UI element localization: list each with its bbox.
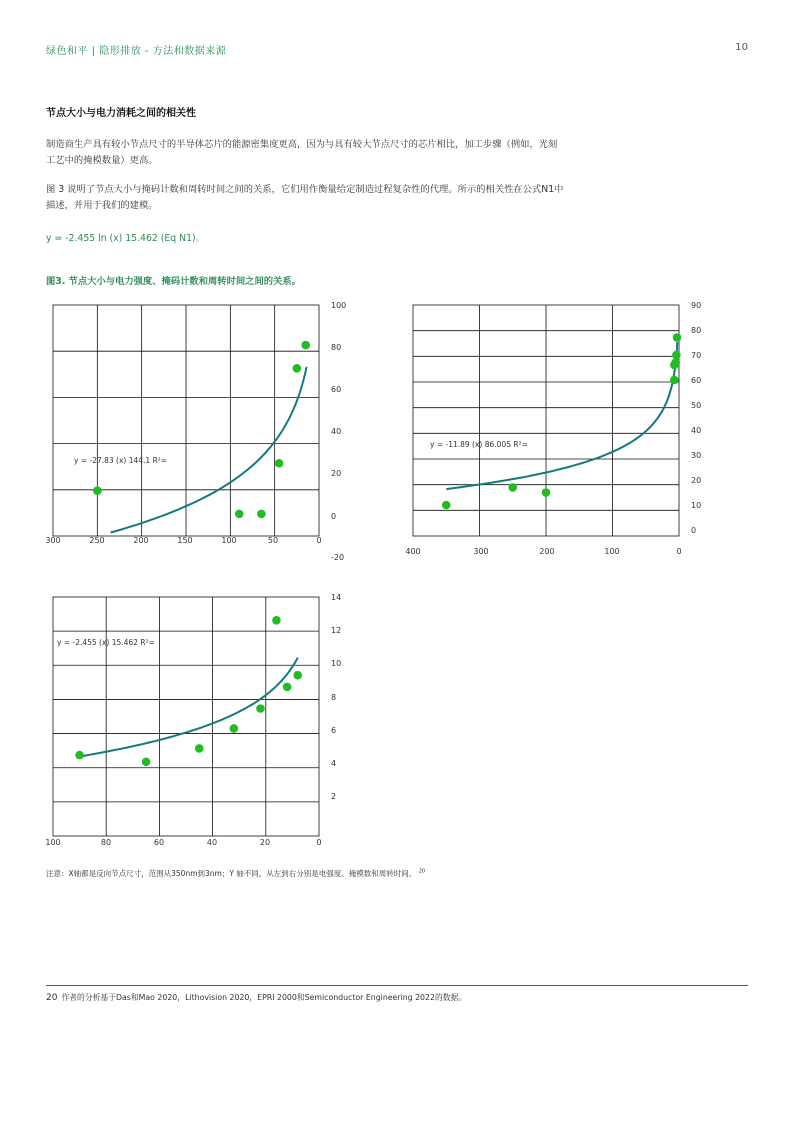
chart-grid <box>53 597 319 836</box>
x-tick-label: 100 <box>45 838 61 847</box>
y-tick-label: 8 <box>331 693 337 702</box>
y-tick-label: 100 <box>331 301 347 310</box>
data-point <box>230 724 239 733</box>
y-tick-label: 20 <box>331 469 342 478</box>
trendline-equation: y = -2.455 (x) 15.462 R²= <box>57 638 155 647</box>
data-point <box>256 704 265 713</box>
trendline-equation: y = -27.83 (x) 144.1 R²= <box>74 456 168 465</box>
y-tick-label: 70 <box>691 351 702 360</box>
y-tick-label: 50 <box>691 401 702 410</box>
y-tick-label: 80 <box>691 326 702 335</box>
body-paragraph-1: 制造商生产具有较小节点尺寸的半导体芯片的能源密集度更高，因为与具有较大节点尺寸的芯片相比，加工步骤（例如，光刻工艺中的掩模数量）更高。 <box>46 139 558 166</box>
data-point <box>75 751 84 760</box>
x-tick-label: 200 <box>133 536 149 545</box>
trendline-equation: y = -11.89 (x) 86.005 R²= <box>430 440 528 449</box>
y-tick-label: 4 <box>331 759 337 768</box>
y-tick-label: 14 <box>331 593 342 602</box>
x-tick-label: 80 <box>100 838 112 847</box>
trendline <box>82 658 297 757</box>
y-tick-label: 40 <box>331 427 342 436</box>
x-tick-label: 60 <box>153 838 165 847</box>
data-point <box>283 683 292 692</box>
y-tick-label: 30 <box>691 451 702 460</box>
y-tick-label: 0 <box>691 526 697 535</box>
data-point <box>195 744 204 753</box>
data-point <box>293 671 302 680</box>
data-point <box>272 616 281 625</box>
x-tick-label: 0 <box>316 838 322 847</box>
footnote <box>46 992 466 1003</box>
y-tick-label: 90 <box>691 301 702 310</box>
y-tick-label: 40 <box>691 426 702 435</box>
y-tick-label: 10 <box>691 501 702 510</box>
x-tick-label: 300 <box>473 547 489 556</box>
x-tick-label: 0 <box>676 547 682 556</box>
x-tick-label: 40 <box>206 838 218 847</box>
figure-note <box>46 868 425 879</box>
x-tick-label: 100 <box>221 536 237 545</box>
footnote-text: 作者的分析基于Das和Mao 2020，Lithovision 2020，EPRI 2000和Semiconductor Engineering 2022的数据。 <box>61 993 467 1002</box>
x-tick-label: 50 <box>267 536 279 545</box>
equation-n1: y = -2.455 ln (x) 15.462 (Eq N1)。 <box>46 233 205 244</box>
y-tick-label: 60 <box>331 385 342 394</box>
x-tick-label: 200 <box>539 547 555 556</box>
footnote-number: 20 <box>46 993 58 1003</box>
y-tick-label: 80 <box>331 343 342 352</box>
section-title: 节点大小与电力消耗之间的相关性 <box>46 108 196 119</box>
figure-note-ref: 20 <box>418 868 426 875</box>
x-tick-label: 150 <box>177 536 193 545</box>
figure-title: 图3. 节点大小与电力强度、掩码计数和周转时间之间的关系。 <box>46 276 301 287</box>
y-tick-label: 12 <box>331 626 342 635</box>
y-tick-label: -20 <box>331 553 345 562</box>
page-number: 10 <box>735 42 748 53</box>
data-point <box>142 757 151 766</box>
body-paragraph-2: 图 3 说明了节点大小与掩码计数和周转时间之间的关系，它们用作衡量给定制造过程复杂性的代理。所示的相关性在公式N1中描述，并用于我们的建模。 <box>46 184 564 211</box>
y-tick-label: 6 <box>331 726 337 735</box>
running-header: 绿色和平 | 隐形排放 - 方法和数据来源 <box>46 46 227 57</box>
x-tick-label: 400 <box>405 547 421 556</box>
y-tick-label: 2 <box>331 792 337 801</box>
y-tick-label: 10 <box>331 659 342 668</box>
footer-divider <box>46 985 748 986</box>
y-tick-label: 20 <box>691 476 702 485</box>
x-tick-label: 0 <box>316 536 322 545</box>
y-tick-label: 60 <box>691 376 702 385</box>
x-tick-label: 250 <box>89 536 105 545</box>
x-tick-label: 100 <box>604 547 620 556</box>
y-tick-label: 0 <box>331 512 337 521</box>
plot-frame <box>53 597 319 836</box>
x-tick-label: 20 <box>259 838 271 847</box>
x-tick-label: 300 <box>45 536 61 545</box>
figure-note-text: 注意：X轴都是反向节点尺寸，范围从350nm到3nm；Y 轴不同，从左到右分别是电强度、掩模数和周转时间。 <box>46 869 417 878</box>
